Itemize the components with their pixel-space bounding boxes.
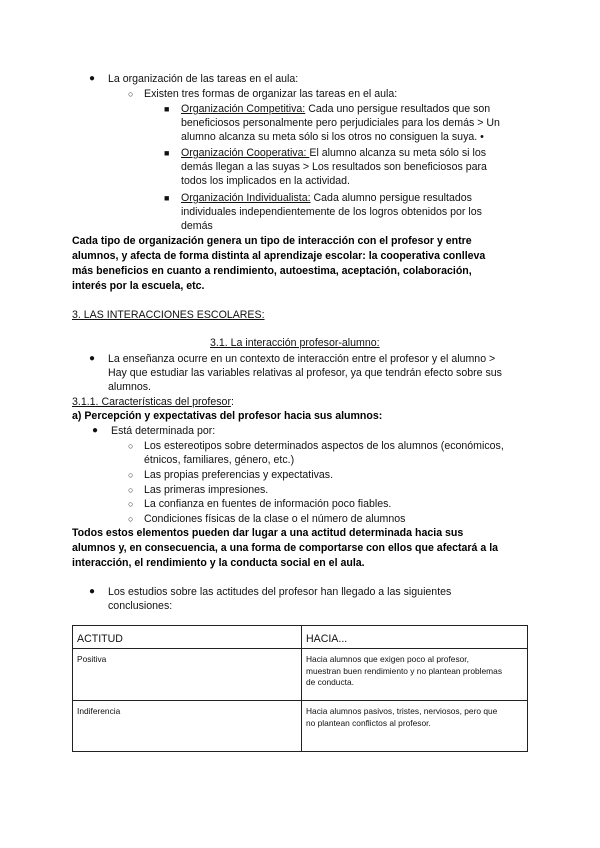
table-cell-hacia <box>302 701 528 752</box>
bullet-square-icon: ■ <box>164 104 170 114</box>
determinada-text: Está determinada por: <box>111 425 216 437</box>
individualista-line3: demás <box>181 220 213 232</box>
table-row <box>73 649 528 701</box>
bullet-circle-icon: ○ <box>128 514 134 524</box>
bullet-square-icon: ■ <box>164 193 170 203</box>
header-hacia: HACIA... <box>306 633 348 645</box>
factor3: Las primeras impresiones. <box>144 484 269 496</box>
competitiva-text1: Cada uno persigue resultados que son <box>305 103 491 115</box>
section311-colon: : <box>230 396 234 408</box>
bold-paragraph-line1: Cada tipo de organización genera un tipo de interacción con el profesor y entre <box>72 235 472 247</box>
bullet-dot-icon: ● <box>89 353 96 364</box>
row-positiva-actitud: Positiva <box>77 654 107 664</box>
bold2-line1: Todos estos elementos pueden dar lugar a una actitud determinada hacia sus <box>72 527 464 539</box>
factor5: Condiciones físicas de la clase o el número de alumnos <box>144 513 406 525</box>
tareas-main-text: La organización de las tareas en el aula: <box>108 73 299 85</box>
bold-paragraph-line3: más beneficios en cuanto a rendimiento, autoestima, aceptación, colaboración, <box>72 265 472 277</box>
row-indiferencia-hacia-line2: no plantean conflictos al profesor. <box>306 717 431 728</box>
header-actitud: ACTITUD <box>77 633 123 645</box>
bullet-square-icon: ■ <box>164 148 170 158</box>
bullet-dot-icon: ● <box>89 586 96 597</box>
bullet-circle-icon: ○ <box>128 89 134 99</box>
bold-paragraph-line2: alumnos, y afecta de forma distinta al aprendizaje escolar: la cooperativa conlleva <box>72 250 486 262</box>
competitiva-line2: beneficiosos personalmente pero perjudiciales para los demás > Un <box>181 117 500 129</box>
row-indiferencia-hacia-line1: Hacia alumnos pasivos, tristes, nerviosos, pero que <box>306 706 498 716</box>
individualista-line2: individuales independientemente de los logros obtenidos por los <box>181 206 482 218</box>
row-positiva-hacia-line1: Hacia alumnos que exigen poco al profesor, <box>306 654 469 664</box>
bullet-dot-icon: ● <box>89 73 96 84</box>
cooperativa-line2: demás llegan a las suyas > Los resultados son beneficiosos para <box>181 161 487 173</box>
section311-label: 3.1.1. Características del profesor <box>72 396 231 408</box>
estudios-line1: Los estudios sobre las actitudes del profesor han llegado a las siguientes <box>108 586 452 598</box>
estudios-line2: conclusiones: <box>108 600 173 612</box>
header-cell-hacia <box>302 626 528 649</box>
ensenanza-line3: alumnos. <box>108 381 151 393</box>
actitudes-table <box>72 625 528 752</box>
header-cell-actitud <box>73 626 302 649</box>
factor1-line2: étnicos, familiares, género, etc.) <box>144 454 295 466</box>
cooperativa-text1: El alumno alcanza su meta sólo si los <box>309 147 487 159</box>
percepcion-heading: a) Percepción y expectativas del profesor hacia sus alumnos: <box>72 410 383 422</box>
row-positiva-hacia-line2: muestran buen rendimiento y no plantean problemas <box>306 665 503 676</box>
individualista-line1 <box>181 191 472 205</box>
tareas-sub-text: Existen tres formas de organizar las tareas en el aula: <box>144 88 398 100</box>
cooperativa-line3: todos los implicados en la actividad. <box>181 175 351 187</box>
section31-subheading: 3.1. La interacción profesor-alumno: <box>210 337 380 349</box>
ensenanza-line2: Hay que estudiar las variables relativas al profesor, ya que tendrán efecto sobre sus <box>108 367 502 379</box>
section311-heading <box>72 395 234 409</box>
bold-paragraph-line4: interés por la escuela, etc. <box>72 280 205 292</box>
factor4: La confianza en fuentes de información poco fiables. <box>144 498 392 510</box>
bullet-circle-icon: ○ <box>128 470 134 480</box>
individualista-text1: Cada alumno persigue resultados <box>310 192 472 204</box>
cooperativa-line1 <box>181 146 486 160</box>
table-cell-actitud <box>73 649 302 701</box>
individualista-label: Organización Individualista: <box>181 192 311 204</box>
table-cell-actitud <box>73 701 302 752</box>
row-positiva-hacia <box>302 649 527 689</box>
factor1-line1: Los estereotipos sobre determinados aspectos de los alumnos (económicos, <box>144 440 504 452</box>
row-indiferencia-hacia <box>302 701 527 729</box>
bullet-circle-icon: ○ <box>128 499 134 509</box>
section3-heading: 3. LAS INTERACCIONES ESCOLARES: <box>72 309 265 321</box>
table-row <box>73 701 528 752</box>
bullet-circle-icon: ○ <box>128 441 134 451</box>
competitiva-line1 <box>181 102 490 116</box>
competitiva-label: Organización Competitiva: <box>181 103 306 115</box>
bold2-line2: alumnos y, en consecuencia, a una forma de comportarse con ellos que afectará a la <box>72 542 499 554</box>
competitiva-line3: alumno alcanza su meta sólo si los otros no consiguen la suya. • <box>181 131 484 143</box>
bullet-circle-icon: ○ <box>128 485 134 495</box>
table-header-row <box>73 626 528 649</box>
ensenanza-line1: La enseñanza ocurre en un contexto de interacción entre el profesor y el alumno > <box>108 353 496 365</box>
cooperativa-label: Organización Cooperativa: <box>181 147 310 159</box>
bold2-line3: interacción, el rendimiento y la conducta social en el aula. <box>72 557 365 569</box>
bullet-dot-icon: ● <box>92 425 99 436</box>
table-cell-hacia <box>302 649 528 701</box>
factor2: Las propias preferencias y expectativas. <box>144 469 334 481</box>
row-positiva-hacia-line3: de conducta. <box>306 677 354 687</box>
row-indiferencia-actitud: Indiferencia <box>77 706 121 716</box>
